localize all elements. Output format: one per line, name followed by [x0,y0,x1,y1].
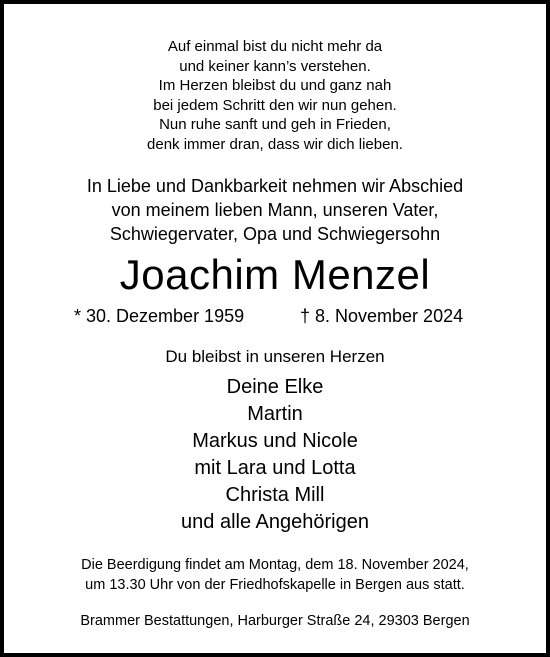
family-list [4,374,546,536]
deceased-name: Joachim Menzel [119,251,431,298]
poem-line: denk immer dran, dass wir dich lieben. [147,135,403,153]
family-member: Martin [247,403,303,425]
family-member: mit Lara und Lotta [194,457,356,479]
funeral-line: Die Beerdigung findet am Montag, dem 18. November 2024, [81,557,469,573]
poem [4,37,546,154]
undertaker-info: Brammer Bestattungen, Harburger Straße 24, 29303 Bergen [80,613,470,629]
funeral-line: um 13.30 Uhr von der Friedhofskapelle in Bergen aus statt. [85,576,465,593]
family-member: und alle Angehörigen [181,511,369,533]
funeral-info [4,556,546,595]
family-member: Deine Elke [226,376,324,398]
farewell-text [4,174,546,246]
poem-line: und keiner kann’s verstehen. [179,57,371,75]
poem-line: Im Herzen bleibst du und ganz nah [158,77,392,94]
farewell-line: In Liebe und Dankbarkeit nehmen wir Abschied [86,176,464,196]
death-date: † 8. November 2024 [300,306,464,326]
poem-line: Nun ruhe sanft und geh in Frieden, [159,116,391,133]
farewell-line: von meinem lieben Mann, unseren Vater, [111,200,439,220]
poem-line: bei jedem Schritt den wir nun gehen. [153,96,397,114]
family-member: Markus und Nicole [192,430,358,452]
motto: Du bleibst in unseren Herzen [165,347,385,366]
poem-line: Auf einmal bist du nicht mehr da [167,38,383,55]
farewell-line: Schwiegervater, Opa und Schwiegersohn [109,224,441,244]
birth-date: * 30. Dezember 1959 [74,306,245,326]
family-member: Christa Mill [225,484,325,506]
